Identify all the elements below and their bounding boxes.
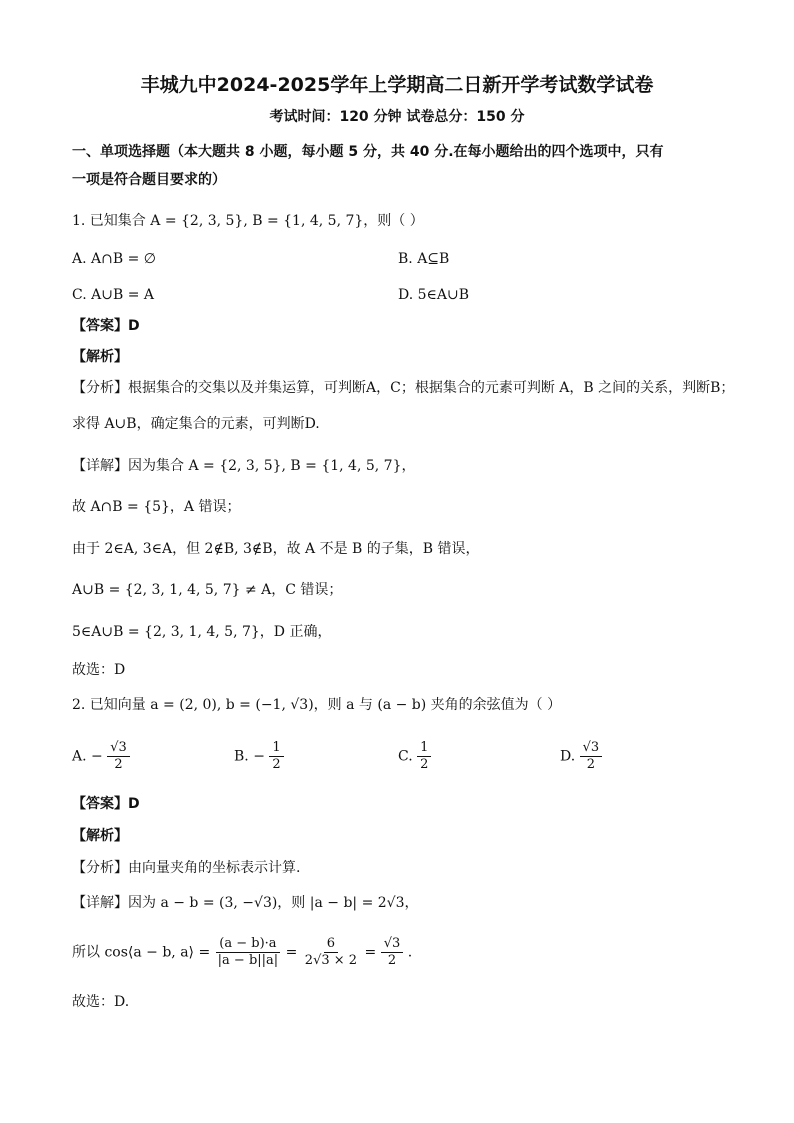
q2-detail-2-fraction-1 <box>215 936 282 969</box>
section-heading-cont: 一项是符合题目要求的） <box>72 172 226 188</box>
q2-answer: 【答案】D <box>72 796 140 812</box>
q2-detail-2 <box>72 936 412 969</box>
q2-option-c-den: 2 <box>420 757 429 772</box>
q1-detail-2: 故 A∩B = {5}，A 错误； <box>72 499 241 515</box>
fraction-2-num: 6 <box>324 936 338 953</box>
q2-option-c <box>398 740 431 773</box>
q2-option-d <box>560 740 602 773</box>
q2-option-b-sign: − <box>253 748 265 765</box>
section-heading: 一、单项选择题（本大题共 8 小题，每小题 5 分，共 40 分.在每小题给出的四个选项中，只有 <box>72 144 664 160</box>
fraction-2-den: 2√3 × 2 <box>304 953 358 968</box>
q2-detail-2-prefix: 所以 cos⟨a − b, a⟩ = <box>72 944 211 961</box>
q2-option-b-label: B. <box>234 748 249 765</box>
q2-option-a-den: 2 <box>114 757 123 772</box>
q2-option-c-num: 1 <box>417 740 431 757</box>
q2-option-d-num: √3 <box>580 740 603 757</box>
q2-detail-2-fraction-3 <box>381 936 404 969</box>
q2-choose: 故选：D. <box>72 994 130 1010</box>
q1-option-a: A. A∩B = ∅ <box>72 251 156 267</box>
q2-option-d-fraction <box>580 740 603 773</box>
question-2-stem: 2. 已知向量 a = (2, 0), b = (−1, √3)，则 a 与 (a − b) 夹角的余弦值为（ ） <box>72 697 562 713</box>
fraction-3-num: √3 <box>381 936 404 953</box>
q2-option-a-label: A. <box>72 748 87 765</box>
q2-detail-2-fraction-2 <box>302 936 360 969</box>
q1-detail-1: 【详解】因为集合 A = {2, 3, 5}, B = {1, 4, 5, 7}， <box>72 458 416 474</box>
question-1-stem: 1. 已知集合 A = {2, 3, 5}, B = {1, 4, 5, 7}，则（ ） <box>72 213 424 229</box>
equals-sign: = <box>285 944 298 961</box>
q1-choose: 故选：D <box>72 662 126 678</box>
page-title: 丰城九中2024-2025学年上学期高二日新开学考试数学试卷 <box>140 74 654 96</box>
q1-option-d: D. 5∈A∪B <box>398 287 470 303</box>
q2-option-d-den: 2 <box>586 757 596 772</box>
q1-option-c: C. A∪B = A <box>72 287 154 303</box>
q2-analysis: 【分析】由向量夹角的坐标表示计算. <box>72 860 301 876</box>
q2-option-d-label: D. <box>560 748 576 765</box>
q1-option-b: B. A⊆B <box>398 251 450 267</box>
q2-option-a-fraction <box>107 740 130 773</box>
q2-option-b <box>234 740 284 773</box>
q2-option-a-num: √3 <box>107 740 130 757</box>
period: . <box>407 944 413 961</box>
q2-option-b-num: 1 <box>269 740 283 757</box>
q1-analysis-cont: 求得 A∪B，确定集合的元素，可判断D. <box>72 416 320 432</box>
fraction-3-den: 2 <box>387 953 397 968</box>
q1-detail-5: 5∈A∪B = {2, 3, 1, 4, 5, 7}，D 正确， <box>72 624 332 640</box>
q1-jiexi: 【解析】 <box>72 349 128 365</box>
q2-option-b-den: 2 <box>272 757 281 772</box>
fraction-1-num: (a − b)·a <box>216 936 279 953</box>
exam-info: 考试时间：120 分钟 试卷总分：150 分 <box>269 109 525 125</box>
q2-option-a <box>72 740 130 773</box>
q2-option-c-fraction <box>417 740 431 773</box>
q2-jiexi: 【解析】 <box>72 828 128 844</box>
q1-analysis: 【分析】根据集合的交集以及并集运算，可判断A，C；根据集合的元素可判断 A，B 之间的关系，判断B； <box>72 380 735 396</box>
equals-sign: = <box>364 944 377 961</box>
q2-option-b-fraction <box>269 740 283 773</box>
q2-option-c-label: C. <box>398 748 413 765</box>
q2-detail-1: 【详解】因为 a − b = (3, −√3)，则 |a − b| = 2√3， <box>72 895 419 911</box>
q2-option-a-sign: − <box>91 748 103 765</box>
fraction-1-den: |a − b||a| <box>217 953 279 968</box>
q1-answer: 【答案】D <box>72 318 140 334</box>
q1-detail-4: A∪B = {2, 3, 1, 4, 5, 7} ≠ A，C 错误； <box>72 582 343 598</box>
q1-detail-3: 由于 2∈A, 3∈A，但 2∉B, 3∉B，故 A 不是 B 的子集，B 错误， <box>72 541 480 557</box>
